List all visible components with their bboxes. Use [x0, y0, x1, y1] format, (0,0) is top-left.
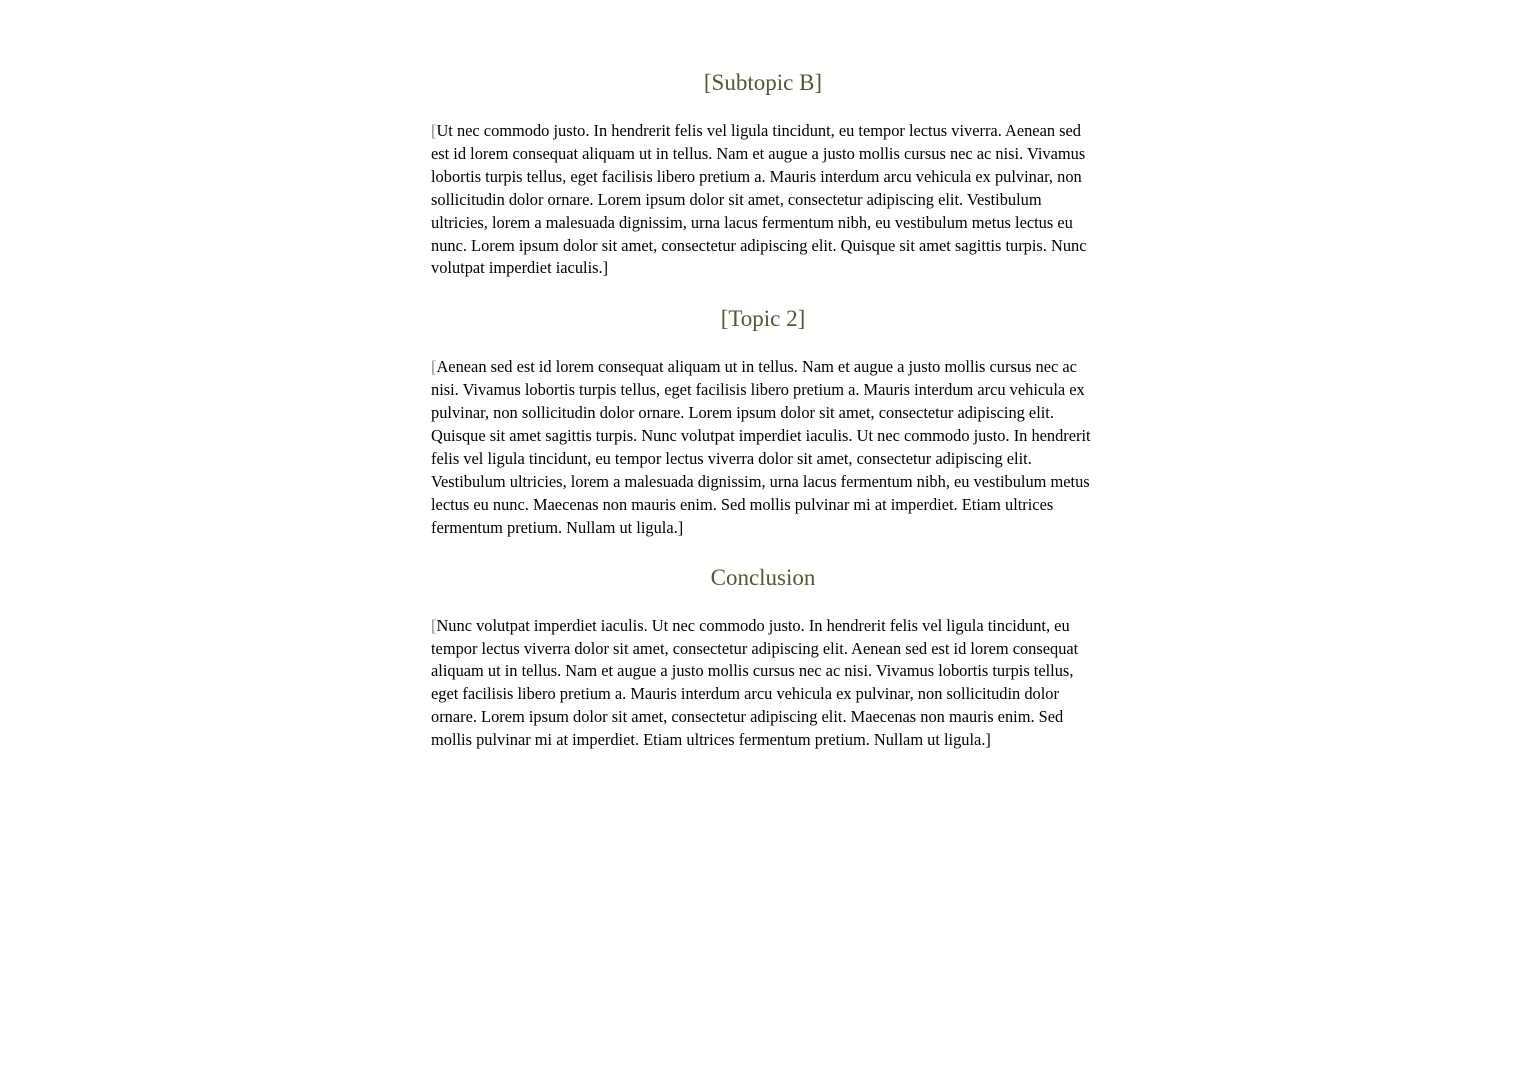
section-body-text: Ut nec commodo justo. In hendrerit felis vel ligula tincidunt, eu tempor lectus viverra. Aenean sed est id lorem consequat aliquam ut in tellus. Nam et augue a justo mollis cursus nec ac nisi. Vivamus lobortis turpis tellus, eget facilisis libero pretium a. Mauris interdum arcu vehicula ex pulvinar, non sollicitudin dolor ornare. Lorem ipsum dolor sit amet, consectetur adipiscing elit. Vestibulum ultricies, lorem a malesuada dignissim, urna lacus fermentum nibh, eu vestibulum metus lectus eu nunc. Lorem ipsum dolor sit amet, consectetur adipiscing elit. Quisque sit amet sagittis turpis. Nunc volutpat imperdiet iaculis.] — [431, 121, 1087, 278]
open-bracket: [ — [431, 121, 437, 140]
section-body — [431, 356, 1095, 539]
section-heading: [Subtopic B] — [703, 70, 823, 95]
open-bracket: [ — [431, 615, 437, 635]
section-body — [431, 120, 1095, 280]
section-body-text: Nunc volutpat imperdiet iaculis. Ut nec commodo justo. In hendrerit felis vel ligula tincidunt, eu tempor lectus viverra dolor sit amet, consectetur adipiscing elit. Aenean sed est id lorem consequat aliquam ut in tellus. Nam et augue a justo mollis cursus nec ac nisi. Vivamus lobortis turpis tellus, eget facilisis libero pretium a. Mauris interdum arcu vehicula ex pulvinar, non sollicitudin dolor ornare. Lorem ipsum dolor sit amet, consectetur adipiscing elit. Maecenas non mauris enim. Sed mollis pulvinar mi at imperdiet. Etiam ultrices fermentum pretium. Nullam ut ligula.] — [431, 615, 1079, 750]
section-heading: Conclusion — [710, 564, 816, 590]
section-heading: [Topic 2] — [720, 306, 806, 332]
section-body-text: Aenean sed est id lorem consequat aliquam ut in tellus. Nam et augue a justo mollis cursus nec ac nisi. Vivamus lobortis turpis tellus, eget facilisis libero pretium a. Mauris interdum arcu vehicula ex pulvinar, non sollicitudin dolor ornare. Lorem ipsum dolor sit amet, consectetur adipiscing elit. Quisque sit amet sagittis turpis. Nunc volutpat imperdiet iaculis. Ut nec commodo justo. In hendrerit felis vel ligula tincidunt, eu tempor lectus viverra dolor sit amet, consectetur adipiscing elit. Vestibulum ultricies, lorem a malesuada dignissim, urna lacus fermentum nibh, eu vestibulum metus lectus eu nunc. Maecenas non mauris enim. Sed mollis pulvinar mi at imperdiet. Etiam ultrices fermentum pretium. Nullam ut ligula.] — [431, 357, 1091, 537]
section-subtopic-b — [431, 62, 1095, 280]
open-bracket: [ — [431, 357, 437, 377]
section-body — [431, 615, 1095, 752]
section-topic-2 — [431, 298, 1095, 539]
document-page — [431, 62, 1095, 752]
section-conclusion — [431, 557, 1095, 752]
